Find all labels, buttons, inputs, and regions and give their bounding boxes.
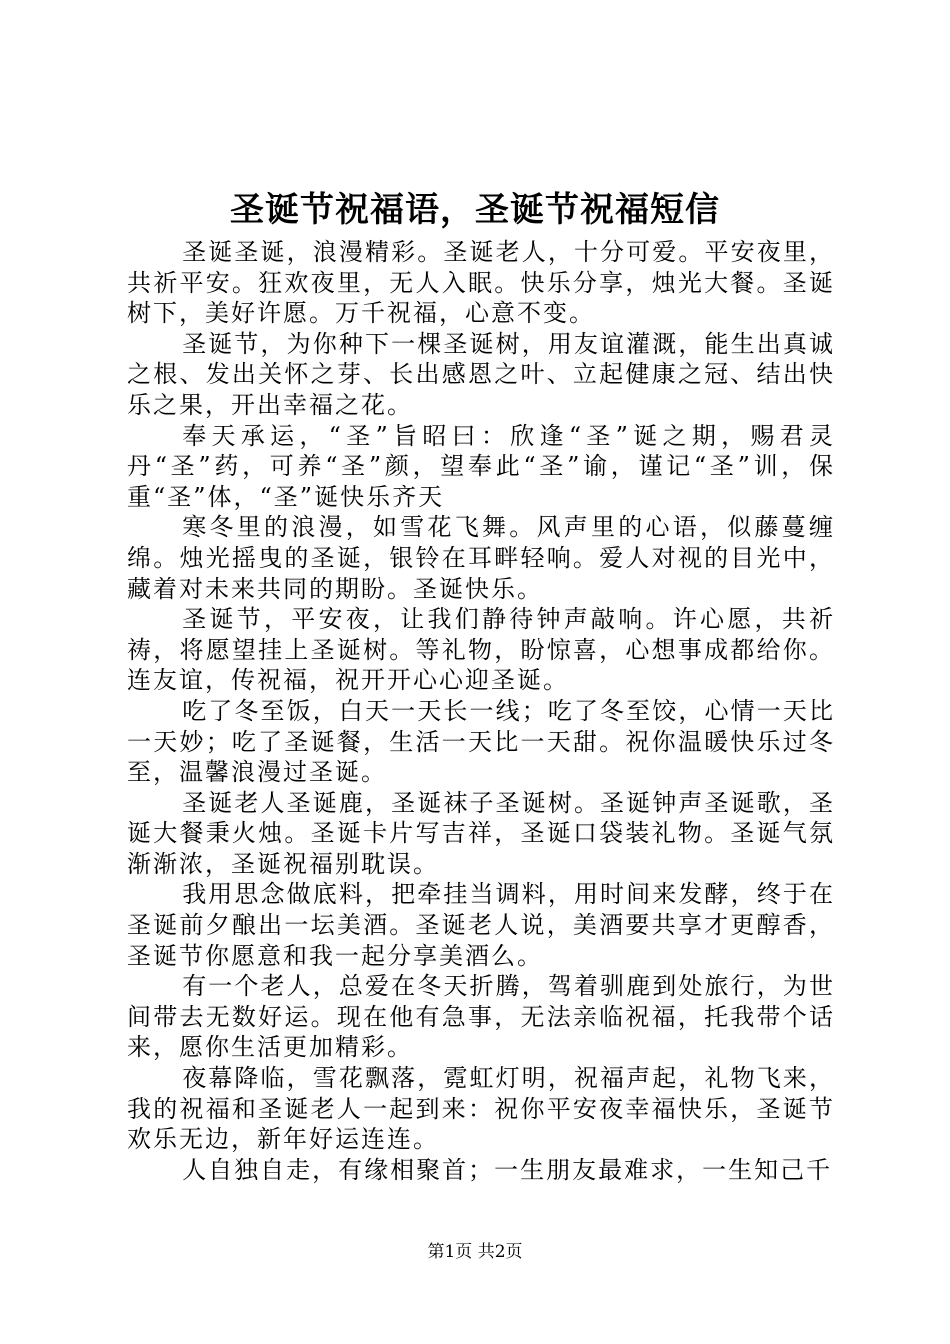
page-indicator: 第1页 共2页 xyxy=(427,1242,523,1262)
page-footer xyxy=(0,1240,950,1264)
paragraph: 人自独自走，有缘相聚首；一生朋友最难求，一生知己千 xyxy=(182,1155,833,1184)
paragraph: 有一个老人，总爱在冬天折腾，驾着驯鹿到处旅行，为世间带去无数好运。现在他有急事，无法亲临祝福，托我带个话来，愿你生活更加精彩。 xyxy=(127,972,835,1062)
paragraph: 圣诞节，为你种下一棵圣诞树，用友谊灌溉，能生出真诚之根、发出关怀之芽、长出感恩之叶、立起健康之冠、结出快乐之果，开出幸福之花。 xyxy=(127,329,835,419)
document-body xyxy=(127,237,835,1185)
document-title: 圣诞节祝福语，圣诞节祝福短信 xyxy=(230,190,720,230)
paragraph: 夜幕降临，雪花飘落，霓虹灯明，祝福声起，礼物飞来，我的祝福和圣诞老人一起到来：祝你平安夜幸福快乐，圣诞节欢乐无边，新年好运连连。 xyxy=(127,1064,835,1154)
paragraph: 圣诞老人圣诞鹿，圣诞袜子圣诞树。圣诞钟声圣诞歌，圣诞大餐秉火烛。圣诞卡片写吉祥，圣诞口袋装礼物。圣诞气氛渐渐浓，圣诞祝福别耽误。 xyxy=(127,788,835,878)
paragraph: 我用思念做底料，把牵挂当调料，用时间来发酵，终于在圣诞前夕酿出一坛美酒。圣诞老人说，美酒要共享才更醇香，圣诞节你愿意和我一起分享美酒么。 xyxy=(127,880,835,970)
paragraph: 圣诞节，平安夜，让我们静待钟声敲响。许心愿，共祈祷，将愿望挂上圣诞树。等礼物，盼惊喜，心想事成都给你。连友谊，传祝福，祝开开心心迎圣诞。 xyxy=(127,605,835,695)
paragraph: 奉天承运，“圣”旨昭曰：欣逢“圣”诞之期，赐君灵丹“圣”药，可养“圣”颜，望奉此“圣”谕，谨记“圣”训，保重“圣”体，“圣”诞快乐齐天 xyxy=(127,421,835,511)
paragraph: 圣诞圣诞，浪漫精彩。圣诞老人，十分可爱。平安夜里，共祈平安。狂欢夜里，无人入眠。快乐分享，烛光大餐。圣诞树下，美好许愿。万千祝福，心意不变。 xyxy=(127,238,835,328)
paragraph: 寒冬里的浪漫，如雪花飞舞。风声里的心语，似藤蔓缠绵。烛光摇曳的圣诞，银铃在耳畔轻响。爱人对视的目光中，藏着对未来共同的期盼。圣诞快乐。 xyxy=(127,513,835,603)
paragraph: 吃了冬至饭，白天一天长一线；吃了冬至饺，心情一天比一天妙；吃了圣诞餐，生活一天比一天甜。祝你温暖快乐过冬至，温馨浪漫过圣诞。 xyxy=(127,696,835,787)
